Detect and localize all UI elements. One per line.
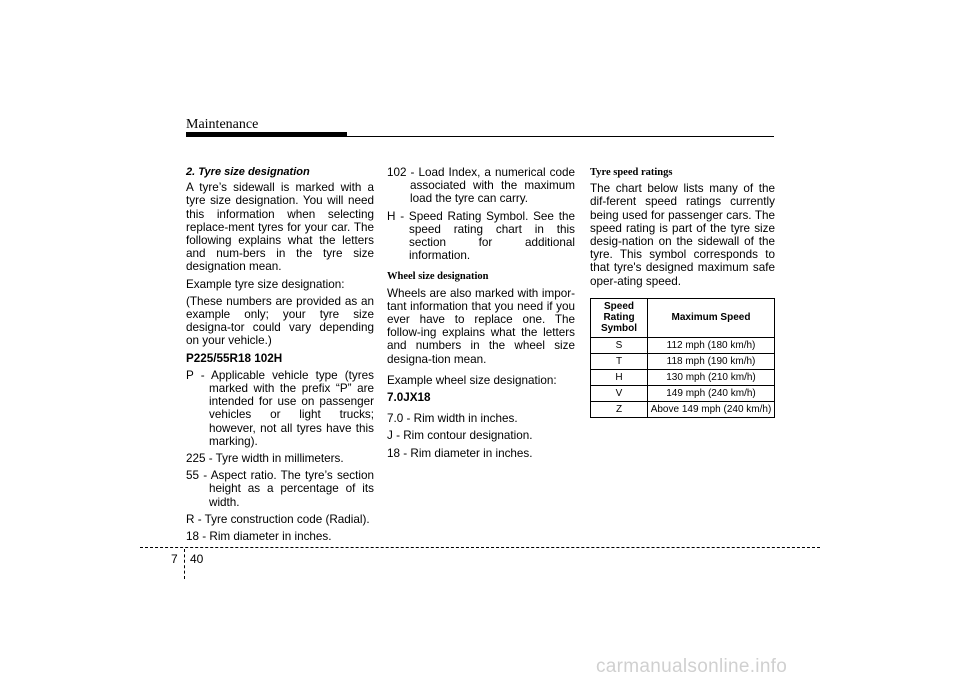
column-2 [387, 166, 575, 464]
table-cell-speed: Above 149 mph (240 km/h) [648, 401, 775, 417]
header-title: Maintenance [186, 117, 259, 132]
column-3 [590, 166, 775, 418]
table-cell-speed: 149 mph (240 km/h) [648, 385, 775, 401]
table-row [591, 385, 775, 401]
table-row [591, 353, 775, 369]
footer-dashed-rule [140, 547, 820, 548]
wheel-item-18: 18 - Rim diameter in inches. [387, 446, 533, 460]
wheel-size-intro: Wheels are also marked with impor-tant information that you need if you ever have to replace one. The follow-ing explains what the letters and numbers in the wheel size designa-tion mean. [387, 286, 575, 366]
tyre-item-18: 18 - Rim diameter in inches. [186, 530, 332, 544]
page-number: 40 [190, 552, 204, 566]
tyre-item-r: R - Tyre construction code (Radial). [186, 512, 370, 526]
tyre-item-225: 225 - Tyre width in millimeters. [186, 452, 344, 466]
table-cell-speed: 112 mph (180 km/h) [648, 337, 775, 353]
table-cell-symbol: H [591, 369, 648, 385]
table-header-max-speed: Maximum Speed [648, 298, 775, 337]
page-section-number: 7 [171, 552, 178, 566]
speed-rating-table [590, 298, 775, 418]
tyre-size-intro: A tyre’s sidewall is marked with a tyre size designation. You will need this information when selecting replace-ment tyres for your car. The following explains what the letters and num-bers in the tyre size designation mean. [186, 181, 374, 274]
tyre-item-p: P - Applicable vehicle type (tyres marked with the prefix “P” are intended for use on passenger vehicles or light trucks; however, not all tyres have this marking). [186, 368, 374, 448]
table-cell-speed: 130 mph (210 km/h) [648, 369, 775, 385]
table-cell-symbol: V [591, 385, 648, 401]
tyre-item-h: H - Speed Rating Symbol. See the speed rating chart in this section for additional information. [387, 209, 575, 263]
footer-dashed-divider [184, 549, 185, 579]
tyre-size-code: P225/55R18 102H [186, 351, 283, 365]
tyre-example-label: Example tyre size designation: [186, 277, 345, 291]
speed-ratings-heading: Tyre speed ratings [590, 167, 673, 178]
table-cell-speed: 118 mph (190 km/h) [648, 353, 775, 369]
column-1 [186, 166, 374, 547]
wheel-size-heading: Wheel size designation [387, 271, 489, 283]
header-rule-thin [186, 136, 774, 137]
wheel-size-code: 7.0JX18 [387, 391, 431, 405]
speed-ratings-intro: The chart below lists many of the dif-ferent speed ratings currently being used for passenger cars. The speed rating is part of the tyre size desig-nation on the sidewall of the tyre. This symbol corresponds to that tyre's designed maximum safe oper-ating speed. [590, 182, 775, 288]
table-cell-symbol: Z [591, 401, 648, 417]
table-row [591, 369, 775, 385]
watermark: carmanualsonline.info [596, 656, 788, 677]
tyre-size-heading: 2. Tyre size designation [186, 166, 310, 178]
tyre-example-note: (These numbers are provided as an example only; your tyre size designa-tor could vary depending on your vehicle.) [186, 294, 374, 348]
table-header-symbol: Speed Rating Symbol [591, 298, 648, 337]
table-row [591, 337, 775, 353]
tyre-item-55: 55 - Aspect ratio. The tyre’s section height as a percentage of its width. [186, 469, 374, 509]
wheel-example-label: Example wheel size designation: [387, 373, 557, 387]
table-cell-symbol: S [591, 337, 648, 353]
tyre-item-102: 102 - Load Index, a numerical code associated with the maximum load the tyre can carry. [387, 166, 575, 206]
table-header-row [591, 298, 775, 337]
table-cell-symbol: T [591, 353, 648, 369]
wheel-item-j: J - Rim contour designation. [387, 429, 533, 443]
table-row [591, 401, 775, 417]
wheel-item-7: 7.0 - Rim width in inches. [387, 412, 518, 426]
